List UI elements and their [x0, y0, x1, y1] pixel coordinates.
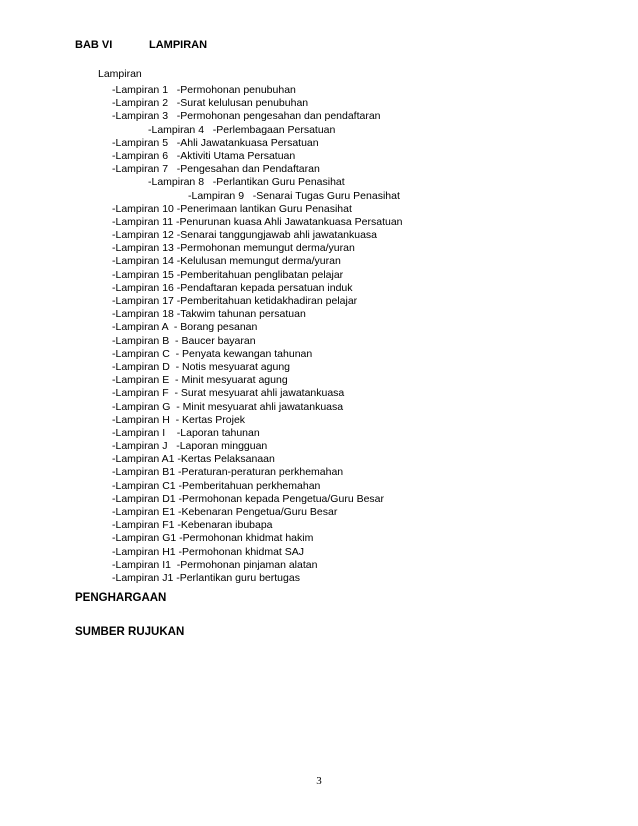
appendix-title: -Perlantikan Guru Penasihat [212, 176, 345, 189]
appendix-item [0, 348, 638, 361]
appendix-code: -Lampiran 17 [112, 295, 177, 307]
appendix-code: -Lampiran 14 [112, 255, 177, 268]
appendix-code: -Lampiran F [112, 387, 175, 400]
appendix-title: -Aktiviti Utama Persatuan [176, 149, 296, 162]
appendix-title: -Takwim tahunan persatuan [176, 308, 306, 321]
appendix-title: -Permohonan pengesahan dan pendaftaran [176, 110, 381, 123]
appendix-item [0, 229, 638, 242]
appendix-item [0, 150, 638, 163]
appendix-title: - Surat mesyuarat ahli jawatankuasa [174, 387, 345, 400]
appendix-title: -Kebenaran ibubapa [177, 519, 273, 532]
appendix-code: -Lampiran 9 [188, 189, 253, 202]
appendix-item [0, 519, 638, 532]
appendix-item [0, 190, 638, 203]
appendix-code: -Lampiran 12 [112, 229, 177, 242]
appendix-code: -Lampiran H1 [112, 545, 179, 558]
appendix-code: -Lampiran G [112, 400, 177, 413]
appendix-code: -Lampiran 7 [112, 163, 177, 176]
appendix-item [0, 480, 638, 493]
appendix-code: -Lampiran B [112, 334, 176, 347]
appendix-code: -Lampiran A1 [112, 453, 178, 466]
appendix-item [0, 453, 638, 466]
section-label: Lampiran [98, 68, 142, 80]
appendix-code: -Lampiran G1 [112, 532, 180, 545]
appendix-item [0, 559, 638, 572]
page-number: 3 [316, 775, 322, 787]
appendix-title: -Laporan tahunan [176, 426, 260, 439]
appendix-code: -Lampiran 18 [112, 308, 177, 321]
appendix-code: -Lampiran 13 [112, 242, 177, 255]
appendix-title: -Permohonan memungut derma/yuran [176, 242, 355, 255]
appendix-title: -Kebenaran Pengetua/Guru Besar [177, 506, 338, 518]
appendix-item [0, 295, 638, 308]
appendix-code: -Lampiran 1 [112, 84, 177, 96]
appendix-code: -Lampiran 2 [112, 97, 177, 110]
heading-penghargaan: PENGHARGAAN [75, 592, 167, 604]
appendix-code: -Lampiran 11 [112, 215, 177, 228]
appendix-item [0, 269, 638, 282]
appendix-item [0, 361, 638, 374]
appendix-title: - Penyata kewangan tahunan [175, 347, 313, 360]
appendix-list [0, 84, 638, 585]
appendix-title: -Laporan mingguan [176, 440, 268, 453]
appendix-item [0, 572, 638, 585]
appendix-code: -Lampiran D [112, 360, 176, 373]
appendix-code: -Lampiran J1 [112, 571, 177, 584]
appendix-item [0, 242, 638, 255]
appendix-code: -Lampiran A [112, 321, 174, 334]
appendix-item [0, 110, 638, 123]
appendix-title: -Permohonan kepada Pengetua/Guru Besar [178, 492, 384, 505]
appendix-title: - Minit mesyuarat ahli jawatankuasa [176, 400, 344, 413]
appendix-title: -Pengesahan dan Pendaftaran [176, 163, 320, 176]
appendix-title: -Penurunan kuasa Ahli Jawatankuasa Persatuan [176, 215, 403, 228]
appendix-code: -Lampiran 5 [112, 136, 177, 149]
appendix-code: -Lampiran 3 [112, 110, 177, 123]
appendix-title: - Notis mesyuarat agung [175, 360, 290, 373]
chapter-number: BAB VI [75, 39, 113, 51]
appendix-item [0, 124, 638, 137]
appendix-code: -Lampiran I1 [112, 558, 177, 571]
appendix-title: - Baucer bayaran [175, 334, 256, 347]
appendix-code: -Lampiran B1 [112, 466, 178, 479]
appendix-title: - Minit mesyuarat agung [175, 374, 288, 387]
appendix-item [0, 282, 638, 295]
appendix-item [0, 308, 638, 321]
appendix-item [0, 163, 638, 176]
appendix-code: -Lampiran C1 [112, 479, 179, 492]
appendix-item [0, 532, 638, 545]
appendix-title: -Pemberitahuan ketidakhadiran pelajar [176, 295, 358, 307]
appendix-title: -Perlantikan guru bertugas [176, 571, 300, 584]
appendix-code: -Lampiran C [112, 347, 176, 360]
appendix-item [0, 335, 638, 348]
appendix-item [0, 374, 638, 387]
appendix-item [0, 176, 638, 189]
appendix-code: -Lampiran 10 [112, 202, 177, 215]
appendix-title: - Kertas Projek [175, 413, 246, 426]
appendix-code: -Lampiran 16 [112, 281, 177, 294]
appendix-title: -Kelulusan memungut derma/yuran [176, 255, 341, 268]
appendix-code: -Lampiran 4 [148, 123, 213, 136]
appendix-title: -Pendaftaran kepada persatuan induk [176, 281, 353, 294]
appendix-item [0, 321, 638, 334]
appendix-item [0, 203, 638, 216]
appendix-item [0, 546, 638, 559]
appendix-code: -Lampiran I [112, 426, 177, 439]
appendix-title: -Senarai Tugas Guru Penasihat [252, 189, 400, 202]
appendix-code: -Lampiran D1 [112, 492, 179, 505]
appendix-title: -Pemberitahuan perkhemahan [178, 479, 321, 492]
appendix-code: -Lampiran 6 [112, 149, 177, 162]
chapter-header [75, 39, 207, 51]
appendix-title: -Perlembagaan Persatuan [212, 123, 336, 136]
appendix-code: -Lampiran J [112, 440, 177, 453]
appendix-title: - Borang pesanan [173, 321, 258, 334]
appendix-item [0, 84, 638, 97]
appendix-code: -Lampiran F1 [112, 519, 178, 532]
appendix-item [0, 97, 638, 110]
appendix-title: -Pemberitahuan penglibatan pelajar [176, 268, 344, 281]
appendix-title: -Permohonan khidmat hakim [179, 532, 314, 545]
appendix-title: -Surat kelulusan penubuhan [176, 97, 309, 110]
appendix-item [0, 401, 638, 414]
appendix-code: -Lampiran E1 [112, 506, 178, 518]
appendix-title: -Penerimaan lantikan Guru Penasihat [176, 202, 352, 215]
appendix-code: -Lampiran 8 [148, 176, 213, 189]
appendix-title: -Permohonan penubuhan [176, 84, 296, 96]
appendix-code: -Lampiran H [112, 413, 176, 426]
appendix-title: -Permohonan pinjaman alatan [176, 558, 318, 571]
appendix-title: -Permohonan khidmat SAJ [178, 545, 305, 558]
appendix-item [0, 506, 638, 519]
appendix-item [0, 466, 638, 479]
appendix-item [0, 427, 638, 440]
appendix-item [0, 414, 638, 427]
appendix-item [0, 216, 638, 229]
appendix-title: -Senarai tanggungjawab ahli jawatankuasa [176, 229, 378, 242]
appendix-title: -Kertas Pelaksanaan [177, 453, 275, 466]
appendix-item [0, 493, 638, 506]
chapter-title: LAMPIRAN [149, 39, 208, 51]
appendix-item [0, 137, 638, 150]
appendix-code: -Lampiran E [112, 374, 176, 387]
appendix-title: -Ahli Jawatankuasa Persatuan [176, 136, 319, 149]
appendix-code: -Lampiran 15 [112, 268, 177, 281]
appendix-item [0, 440, 638, 453]
appendix-item [0, 255, 638, 268]
heading-sumber-rujukan: SUMBER RUJUKAN [75, 626, 185, 638]
appendix-title: -Peraturan-peraturan perkhemahan [177, 466, 344, 479]
appendix-item [0, 387, 638, 400]
